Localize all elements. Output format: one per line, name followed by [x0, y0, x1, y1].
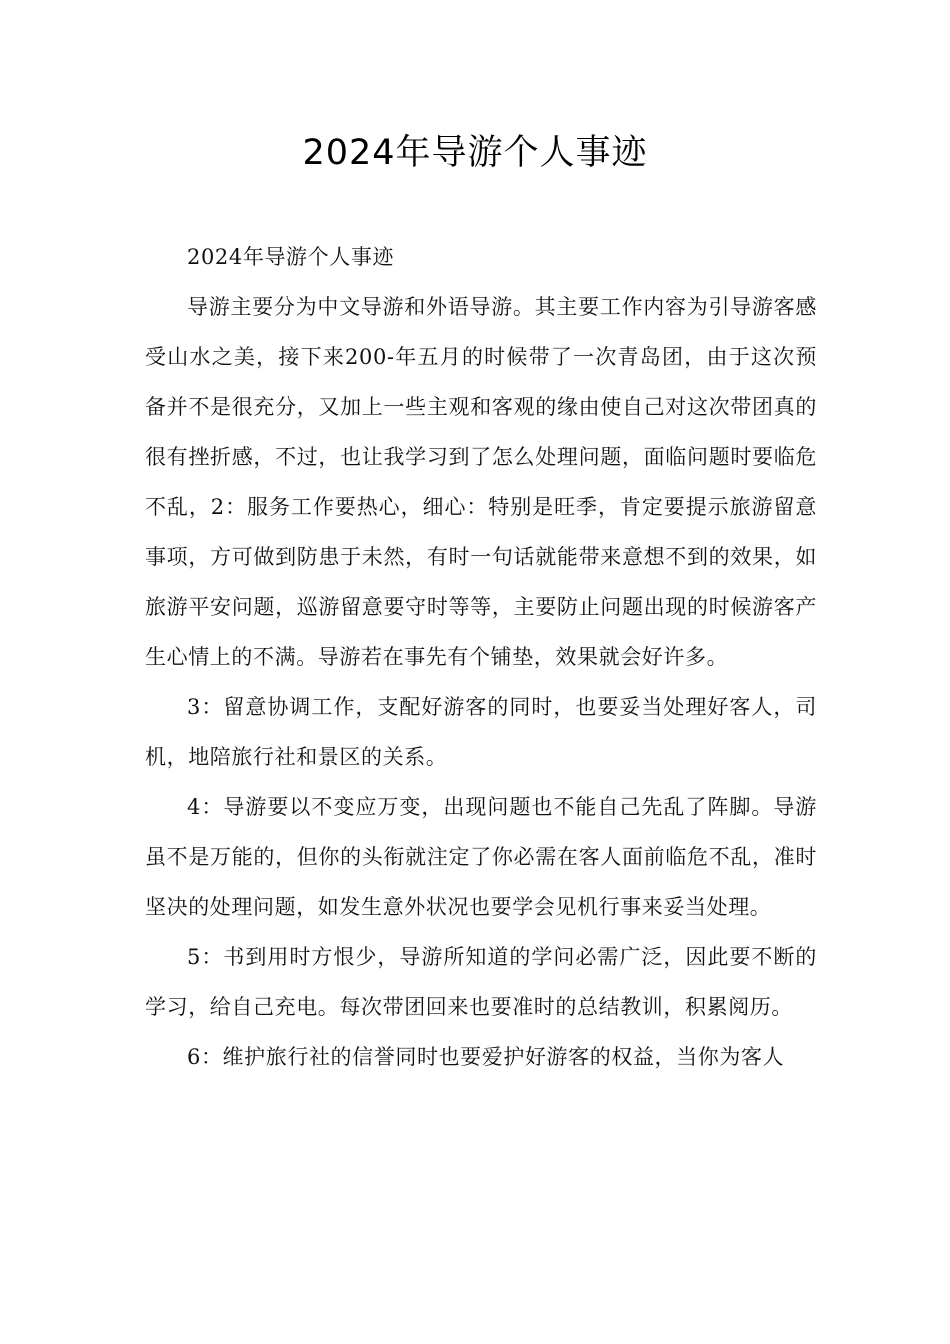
paragraph-point-4: 4：导游要以不变应万变，出现问题也不能自己先乱了阵脚。导游虽不是万能的，但你的头衔就注定了你必需在客人面前临危不乱，准时坚决的处理问题，如发生意外状况也要学会见机行事来妥当处理。 — [145, 795, 817, 919]
paragraph-point-6: 6：维护旅行社的信誉同时也要爱护好游客的权益，当你为客人 — [187, 1045, 785, 1069]
paragraph-subtitle: 2024年导游个人事迹 — [187, 245, 395, 269]
document-title: 2024年导游个人事迹 — [302, 133, 648, 173]
paragraph-point-3: 3：留意协调工作，支配好游客的同时，也要妥当处理好客人，司机，地陪旅行社和景区的关系。 — [145, 695, 817, 769]
paragraph-intro: 导游主要分为中文导游和外语导游。其主要工作内容为引导游客感受山水之美，接下来200-年五月的时候带了一次青岛团，由于这次预备并不是很充分，又加上一些主观和客观的缘由使自己对这次带团真的很有挫折感，不过，也让我学习到了怎么处理问题，面临问题时要临危不乱，2：服务工作要热心，细心：特别是旺季，肯定要提示旅游留意事项，方可做到防患于未然，有时一句话就能带来意想不到的效果，如旅游平安问题，巡游留意要守时等等，主要防止问题出现的时候游客产生心情上的不满。导游若在事先有个铺垫，效果就会好许多。 — [145, 295, 817, 669]
paragraph-point-5: 5：书到用时方恨少，导游所知道的学问必需广泛，因此要不断的学习，给自己充电。每次带团回来也要准时的总结教训，积累阅历。 — [145, 945, 817, 1019]
document-body — [145, 232, 817, 1082]
